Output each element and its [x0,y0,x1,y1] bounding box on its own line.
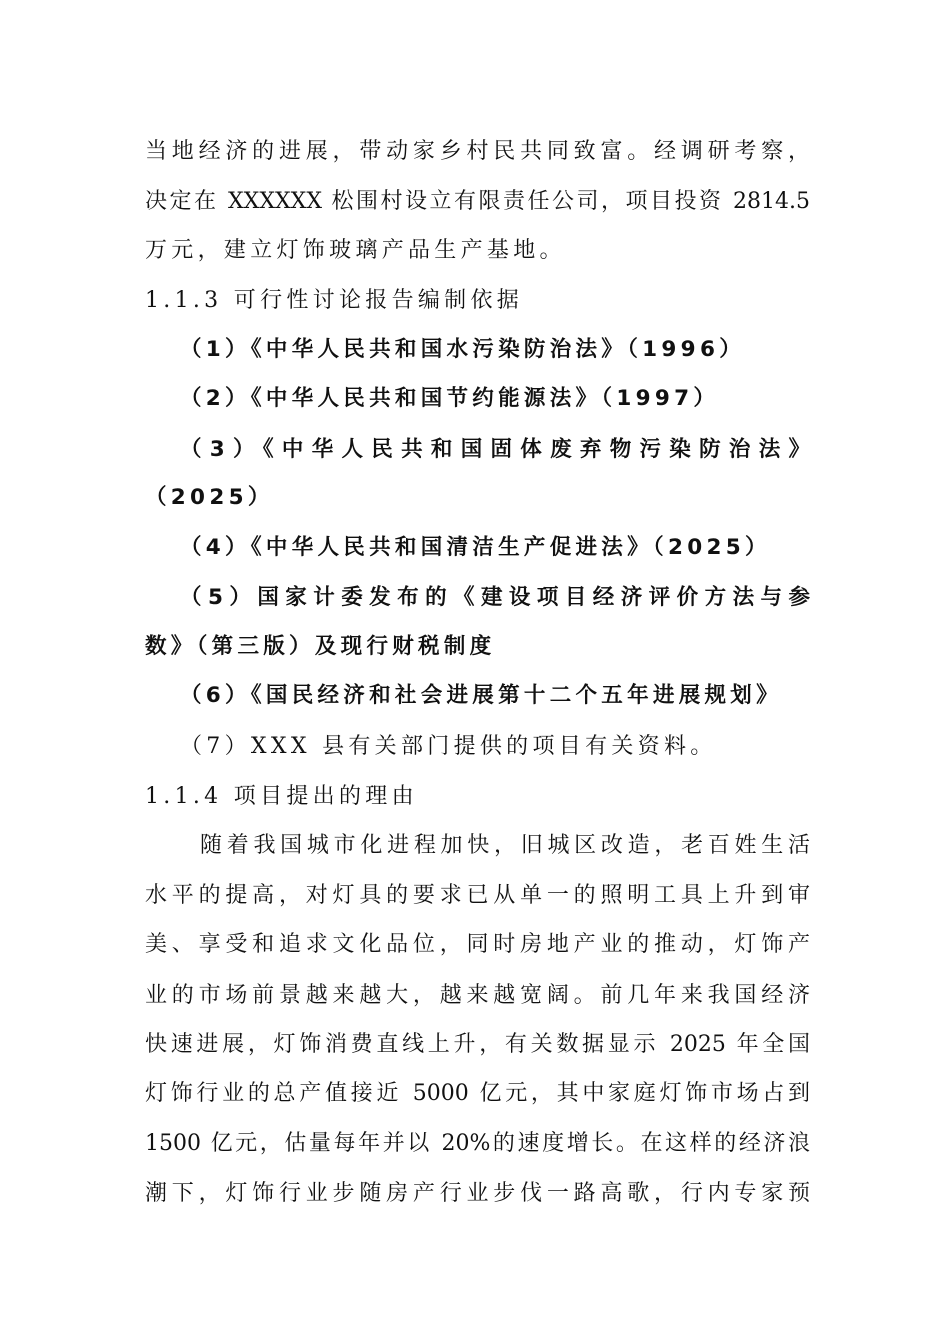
law-item-6: （6）《国民经济和社会进展第十二个五年进展规划》 [180,683,782,708]
body-text-line: 万元，建立灯饰玻璃产品生产基地。 [145,238,566,263]
body-text-line: 当地经济的进展，带动家乡村民共同致富。经调研考察， [145,139,810,164]
law-item-4: （4）《中华人民共和国清洁生产促进法》（2025） [180,535,771,560]
law-item-2: （2）《中华人民共和国节约能源法》（1997） [180,386,720,411]
body-text-line: 快速进展，灯饰消费直线上升，有关数据显示 2025 年全国 [145,1032,810,1057]
body-text-line: 水平的提高，对灯具的要求已从单一的照明工具上升到审 [145,883,810,908]
law-item-5-continued: 数》（第三版）及现行财税制度 [145,634,496,659]
body-text-line: 决定在 XXXXXX 松围村设立有限责任公司，项目投资 2814.5 [145,189,810,214]
section-heading-1-1-3: 1.1.3 可行性讨论报告编制依据 [145,288,524,313]
body-text-line: 1500 亿元，估量每年并以 20%的速度增长。在这样的经济浪 [145,1131,810,1156]
law-item-1: （1）《中华人民共和国水污染防治法》（1996） [180,337,746,362]
body-text-line: 潮下，灯饰行业步随房产行业步伐一路高歌，行内专家预 [145,1181,810,1206]
body-text-line: 美、享受和追求文化品位，同时房地产业的推动，灯饰产 [145,932,810,957]
law-item-3-continued: （2025） [145,485,274,510]
law-item-7: （7）XXX 县有关部门提供的项目有关资料。 [180,734,717,759]
body-text-line: 业的市场前景越来越大，越来越宽阔。前几年来我国经济 [145,983,810,1008]
law-item-3: （3）《中华人民共和国固体废弃物污染防治法》 [180,437,810,462]
section-heading-1-1-4: 1.1.4 项目提出的理由 [145,784,418,809]
law-item-5: （5）国家计委发布的《建设项目经济评价方法与参 [180,585,810,610]
body-text-line: 随着我国城市化进程加快，旧城区改造，老百姓生活 [200,833,810,858]
body-text-line: 灯饰行业的总产值接近 5000 亿元，其中家庭灯饰市场占到 [145,1081,810,1106]
